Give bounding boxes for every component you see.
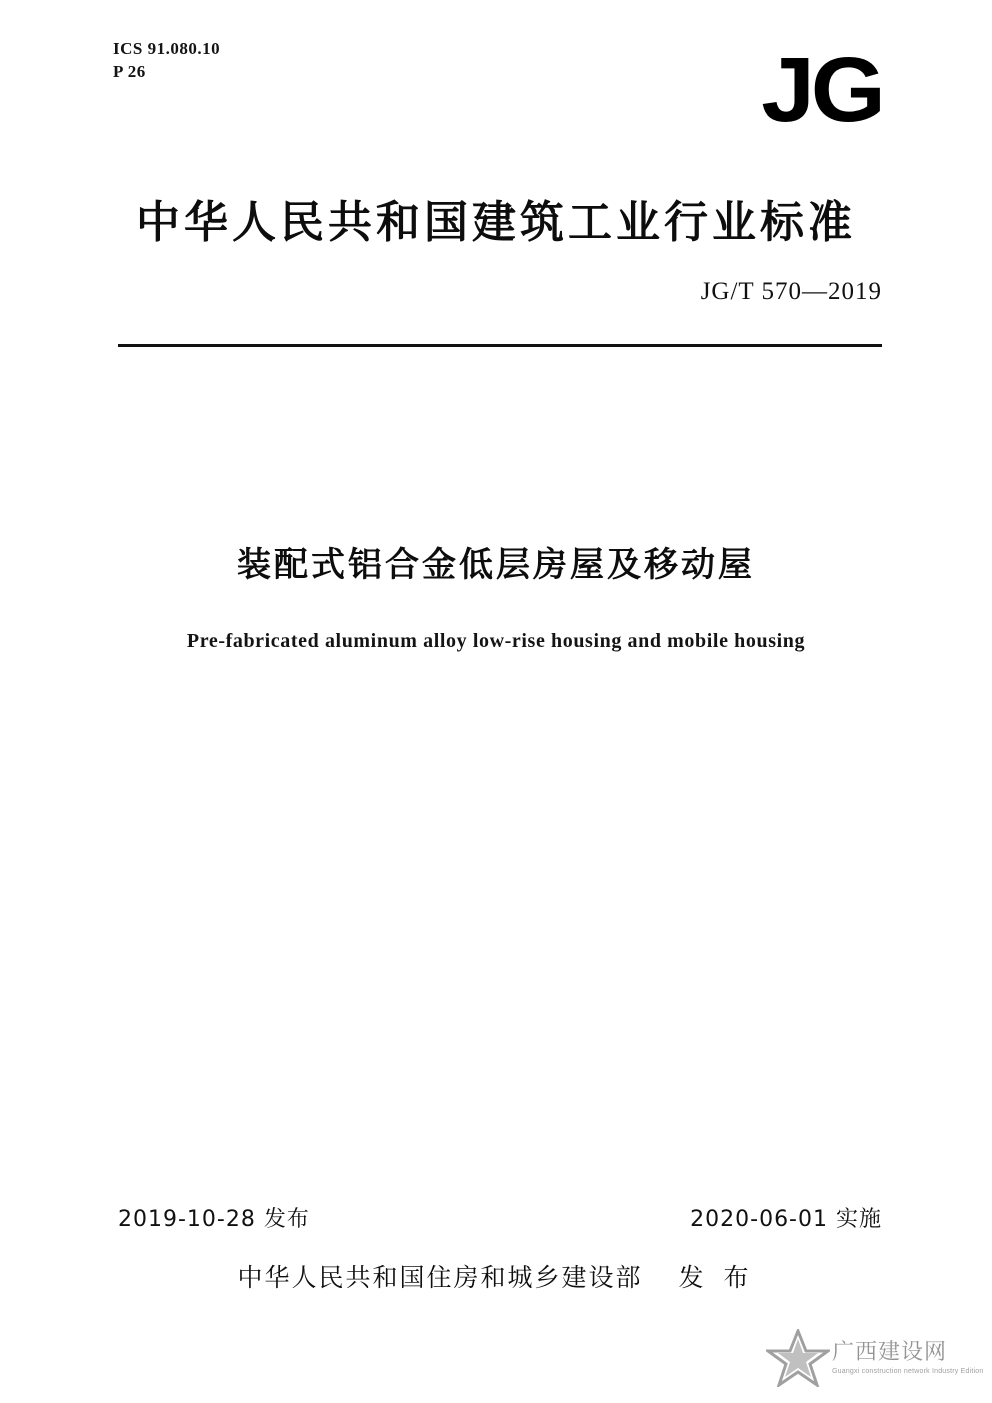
date-row [118,1202,882,1233]
publish-word: 发 布 [678,1263,755,1292]
issue-date: 2019-10-28 发布 [118,1207,310,1232]
classification-code: P 26 [113,62,146,82]
watermark-title: 广西建设网 [832,1339,948,1365]
ics-code: ICS 91.080.10 [113,39,221,58]
watermark-subtitle: Guangxi construction network Industry Edition [832,1367,984,1375]
header-divider [118,344,882,347]
document-title-chinese: 装配式铝合金低层房屋及移动屋 [237,545,755,585]
jg-logo: JG [761,39,882,141]
ics-block [113,38,220,83]
document-title-english: Pre-fabricated aluminum alloy low-rise housing and mobile housing [186,630,806,652]
watermark [766,1327,984,1389]
effective-date: 2020-06-01 实施 [690,1207,882,1232]
watermark-text [832,1341,983,1376]
publisher-name: 中华人民共和国住房和城乡建设部 [237,1263,643,1292]
publisher-row [0,1258,992,1294]
star-icon [766,1329,830,1387]
standard-number: JG/T 570—2019 [700,278,882,305]
series-title: 中华人民共和国建筑工业行业标准 [136,197,856,248]
